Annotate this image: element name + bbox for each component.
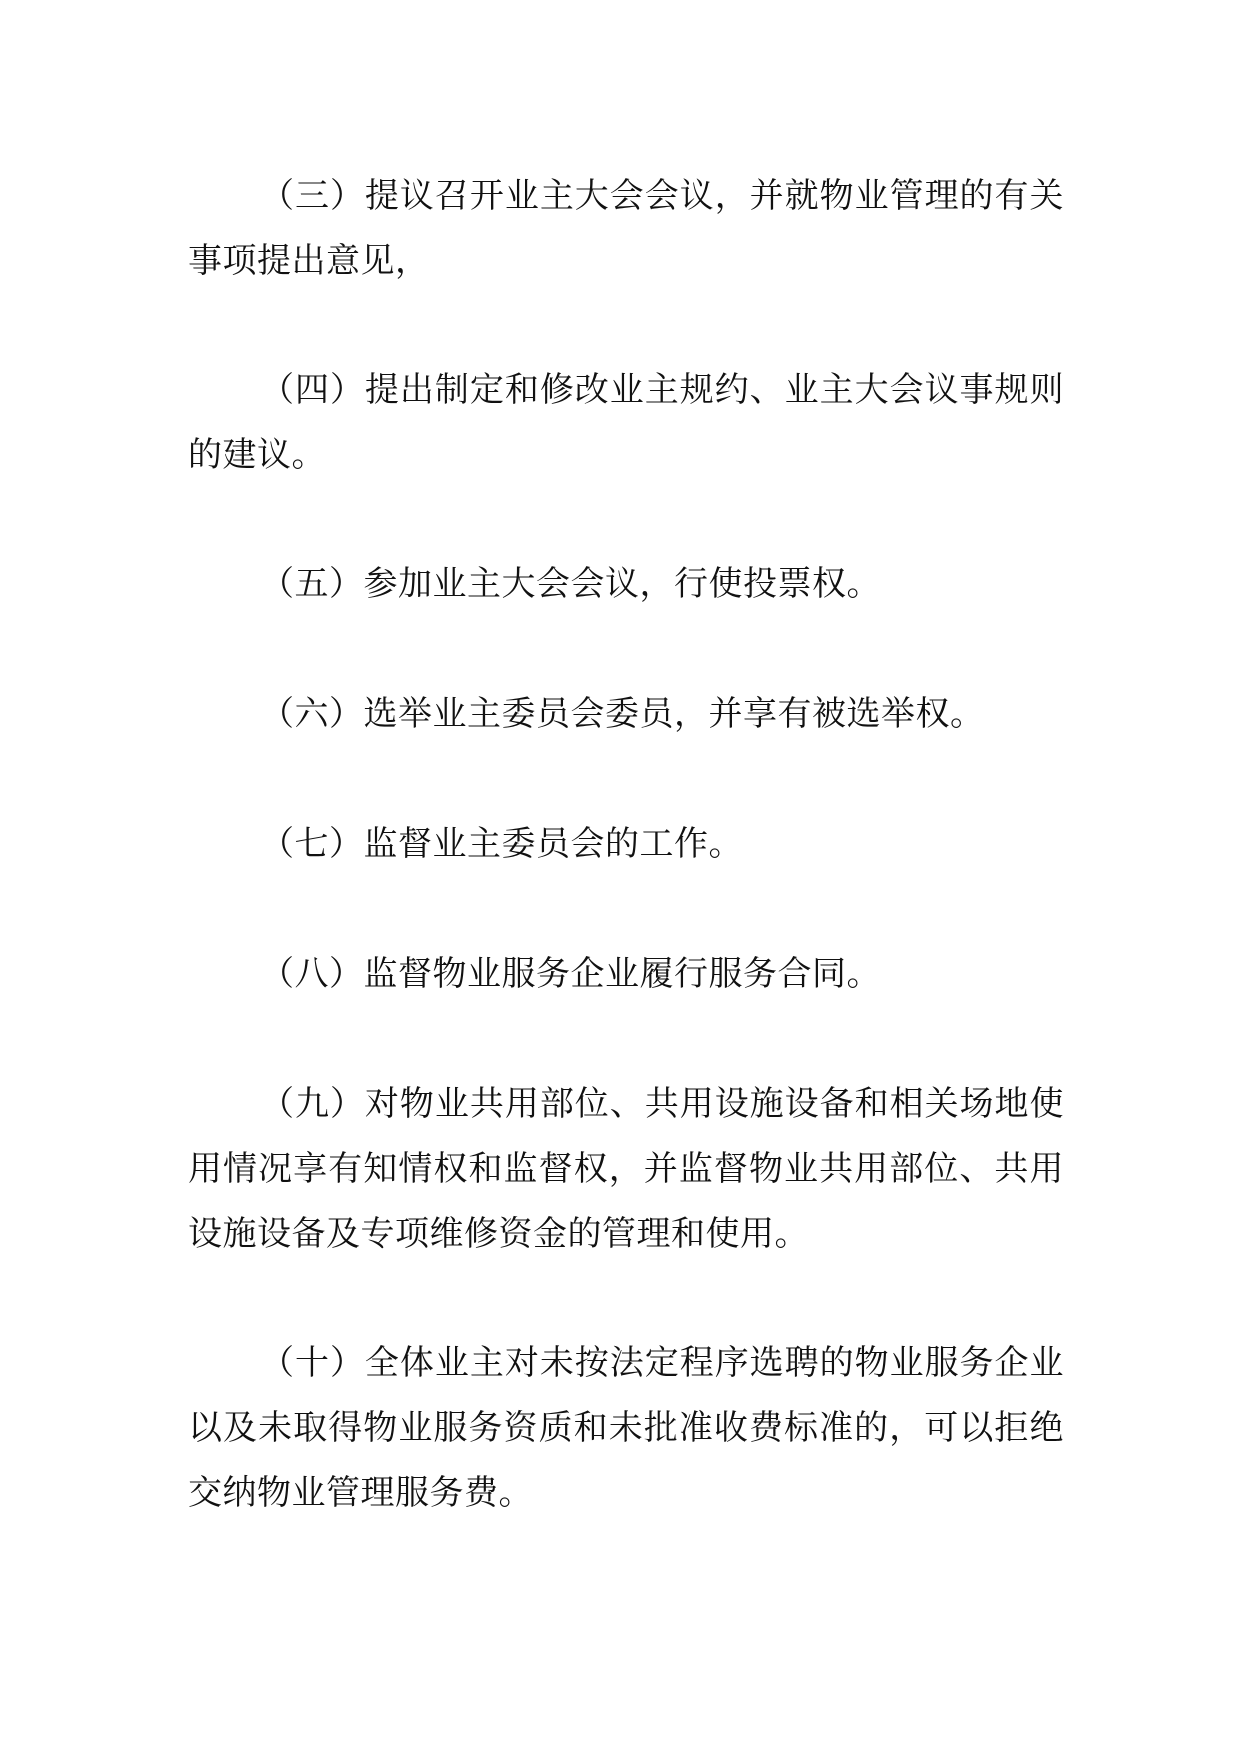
paragraph-item-7: （七）监督业主委员会的工作。 <box>260 824 743 864</box>
paragraph-item-5: （五）参加业主大会会议，行使投票权。 <box>260 564 881 604</box>
paragraph-item-9: （九）对物业共用部位、共用设施设备和相关场地使用情况享有知情权和监督权，并监督物业共用部位、共用设施设备及专项维修资金的管理和使用。 <box>188 1084 1064 1254</box>
paragraph-item-4: （四）提出制定和修改业主规约、业主大会议事规则的建议。 <box>188 370 1064 475</box>
paragraph-item-3: （三）提议召开业主大会会议，并就物业管理的有关事项提出意见， <box>188 176 1064 281</box>
paragraph-item-8: （八）监督物业服务企业履行服务合同。 <box>260 954 881 994</box>
paragraph-item-10: （十）全体业主对未按法定程序选聘的物业服务企业以及未取得物业服务资质和未批准收费标准的，可以拒绝交纳物业管理服务费。 <box>188 1343 1064 1513</box>
paragraph-item-6: （六）选举业主委员会委员，并享有被选举权。 <box>260 694 985 734</box>
